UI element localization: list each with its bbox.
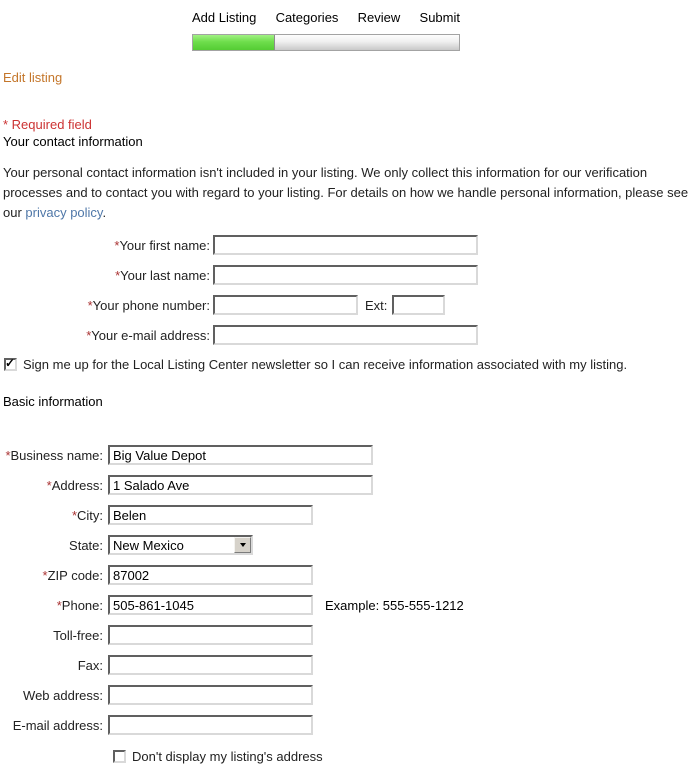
last-name-input[interactable] bbox=[213, 265, 478, 285]
state-label-text: State: bbox=[69, 537, 103, 553]
fax-label-text: Fax: bbox=[77, 657, 103, 673]
newsletter-row bbox=[4, 357, 699, 372]
first-name-input[interactable] bbox=[213, 235, 478, 255]
dropdown-arrow-button[interactable] bbox=[234, 537, 251, 553]
required-asterisk: * bbox=[86, 327, 92, 343]
last-name-label-text: Your last name: bbox=[120, 267, 210, 283]
zip-label-text: ZIP code: bbox=[47, 567, 103, 583]
city-row bbox=[0, 505, 699, 525]
fax-input[interactable] bbox=[108, 655, 313, 675]
required-asterisk: * bbox=[5, 447, 11, 463]
address-row bbox=[0, 475, 699, 495]
web-address-input[interactable] bbox=[108, 685, 313, 705]
address-input[interactable] bbox=[108, 475, 373, 495]
state-select-value: New Mexico bbox=[113, 538, 184, 553]
step-categories[interactable]: Categories bbox=[275, 10, 339, 25]
contact-intro-paragraph bbox=[3, 163, 696, 223]
state-label bbox=[0, 538, 103, 553]
last-name-row bbox=[0, 265, 699, 285]
contact-phone-row bbox=[0, 295, 699, 315]
newsletter-label: Sign me up for the Local Listing Center newsletter so I can receive information associated with my listing. bbox=[23, 357, 628, 372]
step-submit[interactable]: Submit bbox=[419, 10, 460, 25]
required-field-note: * Required field bbox=[3, 117, 92, 132]
hide-address-label: Don't display my listing's address bbox=[132, 749, 323, 764]
privacy-policy-link[interactable]: privacy policy bbox=[25, 205, 103, 220]
hide-address-row bbox=[113, 749, 699, 764]
phone-input[interactable] bbox=[108, 595, 313, 615]
business-name-input[interactable] bbox=[108, 445, 373, 465]
required-asterisk: * bbox=[115, 267, 121, 283]
zip-row bbox=[0, 565, 699, 585]
address-label-text: Address: bbox=[51, 477, 103, 493]
contact-form bbox=[0, 235, 699, 372]
tollfree-row bbox=[0, 625, 699, 645]
city-label bbox=[0, 508, 103, 523]
state-select[interactable] bbox=[108, 535, 253, 555]
last-name-label bbox=[0, 268, 210, 283]
basic-section-heading: Basic information bbox=[3, 394, 103, 409]
step-add-listing[interactable]: Add Listing bbox=[192, 10, 257, 25]
city-input[interactable] bbox=[108, 505, 313, 525]
progress-bar bbox=[192, 34, 460, 51]
zip-input[interactable] bbox=[108, 565, 313, 585]
intro-text: Your personal contact information isn't included in your listing. We only collect this information for our verification processes and to contact you with regard to your listing. For details on how we handle personal information, please see our bbox=[3, 165, 689, 220]
phone-row bbox=[0, 595, 699, 615]
contact-phone-label bbox=[0, 298, 210, 313]
ext-label: Ext: bbox=[365, 297, 388, 313]
web-address-label bbox=[0, 688, 103, 703]
required-asterisk: * bbox=[56, 597, 62, 613]
checkmark-icon: ✓ bbox=[5, 356, 16, 370]
edit-listing-link[interactable]: Edit listing bbox=[3, 70, 63, 85]
hide-address-checkbox[interactable] bbox=[113, 750, 126, 763]
email-address-label bbox=[0, 718, 103, 733]
required-asterisk: * bbox=[46, 477, 52, 493]
step-review[interactable]: Review bbox=[357, 10, 401, 25]
required-asterisk: * bbox=[42, 567, 48, 583]
contact-section-heading: Your contact information bbox=[3, 134, 143, 149]
address-label bbox=[0, 478, 103, 493]
contact-phone-input[interactable] bbox=[213, 295, 358, 315]
phone-label bbox=[0, 598, 103, 613]
ext-input[interactable] bbox=[392, 295, 445, 315]
progress-fill bbox=[193, 35, 275, 50]
phone-label-text: Phone: bbox=[61, 597, 103, 613]
tollfree-label bbox=[0, 628, 103, 643]
newsletter-checkbox[interactable] bbox=[4, 358, 17, 371]
chevron-down-icon bbox=[240, 543, 246, 547]
phone-example-hint: Example: 555-555-1212 bbox=[325, 597, 464, 613]
first-name-row bbox=[0, 235, 699, 255]
fax-row bbox=[0, 655, 699, 675]
business-name-label bbox=[0, 448, 103, 463]
web-address-label-text: Web address: bbox=[23, 687, 103, 703]
tollfree-input[interactable] bbox=[108, 625, 313, 645]
tollfree-label-text: Toll-free: bbox=[53, 627, 103, 643]
first-name-label-text: Your first name: bbox=[119, 237, 210, 253]
contact-email-label-text: Your e-mail address: bbox=[91, 327, 210, 343]
wizard-steps bbox=[192, 10, 460, 26]
required-asterisk: * bbox=[87, 297, 93, 313]
first-name-label bbox=[0, 238, 210, 253]
email-address-input[interactable] bbox=[108, 715, 313, 735]
contact-email-input[interactable] bbox=[213, 325, 478, 345]
wizard-header bbox=[192, 10, 460, 51]
basic-form bbox=[0, 445, 699, 764]
required-asterisk: * bbox=[71, 507, 77, 523]
city-label-text: City: bbox=[77, 507, 103, 523]
email-address-label-text: E-mail address: bbox=[12, 717, 103, 733]
intro-suffix: . bbox=[102, 205, 107, 220]
business-name-row bbox=[0, 445, 699, 465]
web-address-row bbox=[0, 685, 699, 705]
business-name-label-text: Business name: bbox=[10, 447, 103, 463]
contact-phone-label-text: Your phone number: bbox=[92, 297, 210, 313]
email-address-row bbox=[0, 715, 699, 735]
zip-label bbox=[0, 568, 103, 583]
fax-label bbox=[0, 658, 103, 673]
contact-email-row bbox=[0, 325, 699, 345]
state-row bbox=[0, 535, 699, 555]
required-asterisk: * bbox=[114, 237, 120, 253]
contact-email-label bbox=[0, 328, 210, 343]
